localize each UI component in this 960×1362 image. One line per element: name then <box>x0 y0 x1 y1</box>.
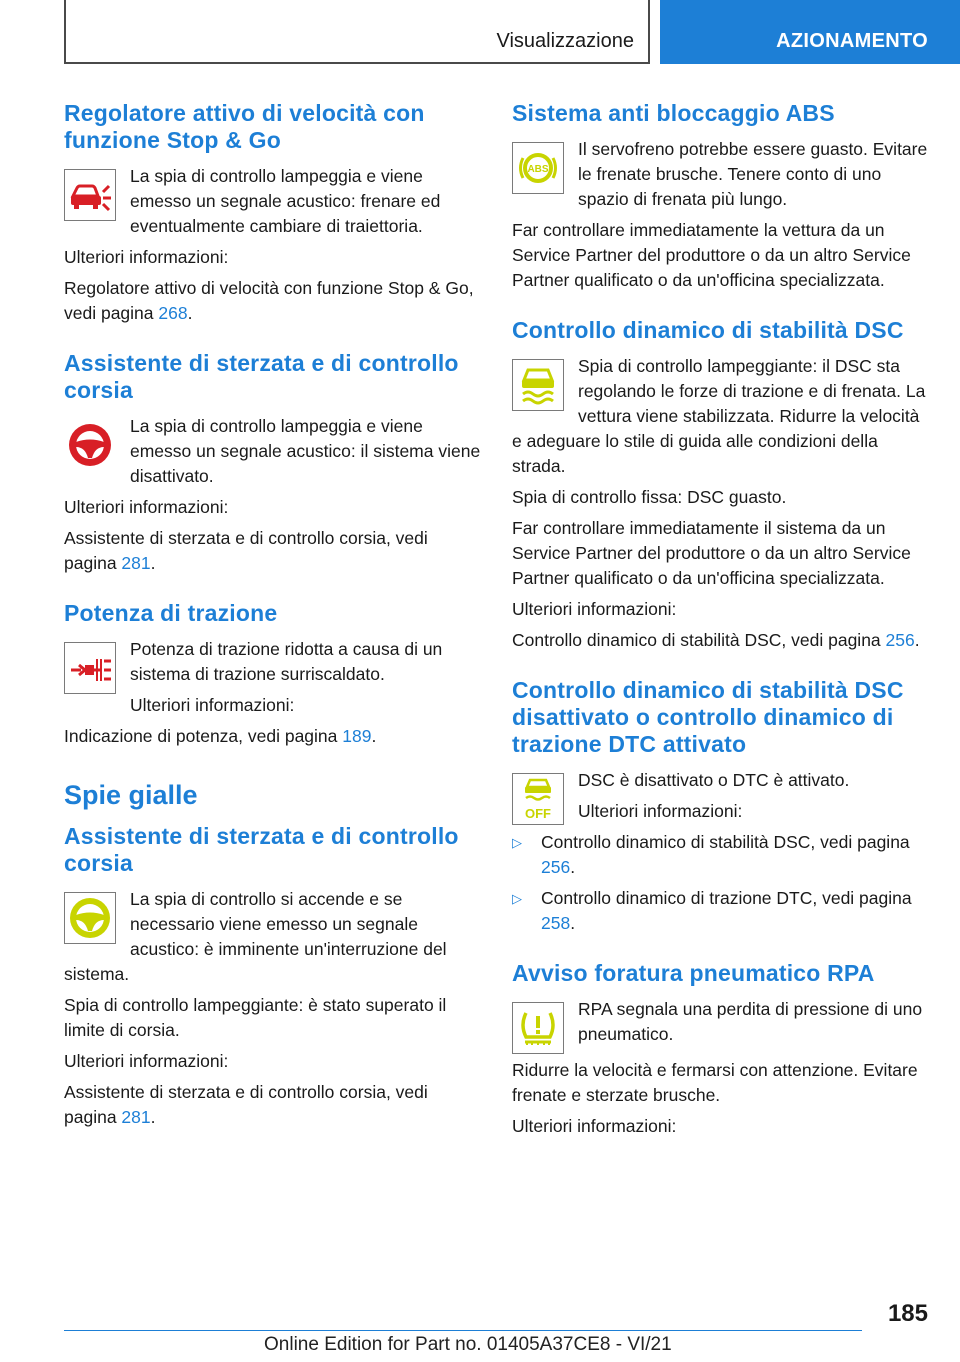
section-title: Potenza di trazione <box>64 600 278 626</box>
paragraph: Potenza di trazione ridotta a causa di un sistema di trazione surriscaldato. <box>130 639 443 684</box>
svg-text:OFF: OFF <box>525 806 551 821</box>
section-title: Controllo dinamico di stabilità DSC <box>512 317 904 343</box>
paragraph: Ulteriori informazioni: <box>512 599 677 619</box>
paragraph: Far controllare immediatamente il sistema da un Service Partner del produttore o da un altro Service Partner qualificato o da un'officina specializzata. <box>512 518 911 588</box>
paragraph: Spia di controllo fissa: DSC guasto. <box>512 487 787 507</box>
list-item: ▷ Controllo dinamico di trazione DTC, vedi pagina 258. <box>512 888 912 933</box>
page-link[interactable]: 281 <box>121 553 151 573</box>
paragraph: Spia di controllo lampeggiante: il DSC sta regolando le forze di trazione e di frenata. La vettura viene stabilizzata. Ridurre la velocità e adeguare lo stile di guida alle condizioni della strada. <box>512 356 926 476</box>
paragraph: Spia di controllo lampeggiante: è stato superato il limite di corsia. <box>64 995 447 1040</box>
section-title: Controllo dinamico di stabilità DSC disattivato o controllo dinamico di trazione DTC attivato <box>512 677 904 757</box>
paragraph: Il servofreno potrebbe essere guasto. Evitare le frenate brusche. Tenere conto di uno spazio di frenata più lungo. <box>578 139 928 209</box>
cross-reference: Controllo dinamico di stabilità DSC, vedi pagina 256. <box>512 630 920 650</box>
section-title: Assistente di sterzata e di controllo corsia <box>64 823 459 876</box>
paragraph: Ridurre la velocità e fermarsi con attenzione. Evitare frenate e sterzate brusche. <box>512 1060 918 1105</box>
page-link[interactable]: 256 <box>885 630 915 650</box>
header-section-box <box>64 0 650 64</box>
section-rpa <box>512 960 930 1139</box>
paragraph: Ulteriori informazioni: <box>64 247 229 267</box>
section-title: Avviso foratura pneumatico RPA <box>512 960 875 986</box>
section-title: Regolatore attivo di velocità con funzione Stop & Go <box>64 100 425 153</box>
header-chapter-tab <box>660 0 960 64</box>
right-column <box>512 100 930 1163</box>
drivetrain-temp-icon <box>64 642 116 694</box>
dsc-icon <box>512 359 564 411</box>
section-dsc <box>512 317 930 653</box>
footer-divider <box>64 1330 862 1331</box>
paragraph: La spia di controllo si accende e se necessario viene emesso un segnale acustico: è imminente un'interruzione del sistema. <box>64 889 447 984</box>
paragraph: Ulteriori informazioni: <box>512 1116 677 1136</box>
tire-pressure-icon <box>512 1002 564 1054</box>
header-section-title: Visualizzazione <box>496 30 634 52</box>
abs-icon <box>512 142 564 194</box>
chapter-heading-yellow-lights: Spie gialle <box>64 780 198 810</box>
page-link[interactable]: 258 <box>541 913 571 933</box>
paragraph: Ulteriori informazioni: <box>578 801 743 821</box>
cross-reference: Assistente di sterzata e di controllo corsia, vedi pagina 281. <box>64 528 428 573</box>
paragraph: Far controllare immediatamente la vettura da un Service Partner del produttore o da un altro Service Partner qualificato o da un'officina specializzata. <box>512 220 911 290</box>
paragraph: DSC è disattivato o DTC è attivato. <box>578 770 850 790</box>
section-lane-assist-red <box>64 350 482 576</box>
section-lane-assist-yellow <box>64 823 482 1130</box>
page-link[interactable]: 268 <box>158 303 188 323</box>
page-link[interactable]: 256 <box>541 857 571 877</box>
cross-reference: Indicazione di potenza, vedi pagina 189. <box>64 726 377 746</box>
triangle-bullet-icon: ▷ <box>512 835 522 850</box>
left-column <box>64 100 482 1154</box>
section-drive-power <box>64 600 482 749</box>
paragraph: Ulteriori informazioni: <box>130 695 295 715</box>
section-abs <box>512 100 930 293</box>
cross-reference: Assistente di sterzata e di controllo corsia, vedi pagina 281. <box>64 1082 428 1127</box>
list-item: ▷ Controllo dinamico di stabilità DSC, vedi pagina 256. <box>512 832 910 877</box>
cross-reference: Regolatore attivo di velocità con funzione Stop & Go, vedi pagina 268. <box>64 278 474 323</box>
page-number: 185 <box>887 1300 928 1327</box>
bullet-list <box>512 830 930 880</box>
paragraph: La spia di controllo lampeggia e viene emesso un segnale acustico: frenare ed eventualmente cambiare di traiettoria. <box>130 166 441 236</box>
paragraph: Ulteriori informazioni: <box>64 497 229 517</box>
section-title: Assistente di sterzata e di controllo corsia <box>64 350 459 403</box>
car-collision-warning-icon <box>64 169 116 221</box>
paragraph: RPA segnala una perdita di pressione di uno pneumatico. <box>578 999 923 1044</box>
dsc-off-icon <box>512 773 564 825</box>
footer-edition: Online Edition for Part no. 01405A37CE8 - VI/21 <box>264 1334 672 1355</box>
bullet-list <box>512 886 930 936</box>
section-stop-and-go <box>64 100 482 326</box>
paragraph: Ulteriori informazioni: <box>64 1051 229 1071</box>
page-link[interactable]: 281 <box>121 1107 151 1127</box>
triangle-bullet-icon: ▷ <box>512 891 522 906</box>
section-dsc-off-dtc <box>512 677 930 936</box>
steering-wheel-yellow-icon <box>64 892 116 944</box>
page-link[interactable]: 189 <box>342 726 372 746</box>
svg-text:ABS: ABS <box>527 164 549 175</box>
header-chapter-title: AZIONAMENTO <box>776 30 928 52</box>
steering-wheel-red-icon <box>64 419 116 471</box>
section-title: Sistema anti bloccaggio ABS <box>512 100 835 126</box>
paragraph: La spia di controllo lampeggia e viene emesso un segnale acustico: il sistema viene disattivato. <box>130 416 481 486</box>
